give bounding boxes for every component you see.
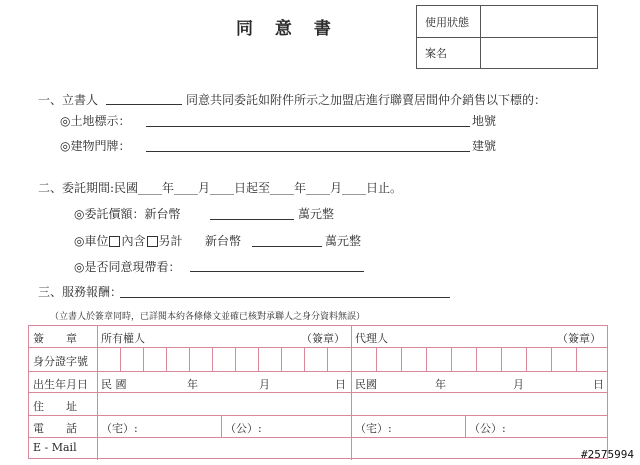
- agent-year: 年: [435, 378, 446, 391]
- case-name-label: 案名: [417, 37, 481, 68]
- agent-label: 代理人: [355, 332, 388, 345]
- price-line[interactable]: [210, 219, 294, 220]
- status-label: 使用狀態: [417, 6, 481, 37]
- building-line[interactable]: [146, 151, 470, 152]
- owner-roc: 民 國: [101, 378, 127, 391]
- agent-roc: 民國: [355, 378, 377, 391]
- notice-text: （立書人於簽章同時，已詳閱本約各條條文並確已核對承聯人之身分資料無誤）: [50, 312, 366, 322]
- parking-unit: 萬元整: [325, 234, 362, 248]
- owner-label: 所有權人: [101, 332, 145, 345]
- section3-label: 三、服務報酬：: [38, 285, 123, 299]
- owner-month: 月: [259, 378, 270, 391]
- section1-prefix: 一、立書人: [38, 93, 99, 107]
- watermark-id: #2575994: [581, 448, 634, 461]
- fee-line[interactable]: [120, 297, 450, 298]
- section2-period: 二、委託期間:民國____年____月____日起至____年____月____日止。: [38, 181, 403, 195]
- owner-year: 年: [187, 378, 198, 391]
- land-line[interactable]: [146, 126, 470, 127]
- building-label: ◎建物門牌：: [60, 139, 131, 153]
- birth-date-label: 出生年月日: [33, 378, 88, 391]
- agent-day: 日: [593, 378, 604, 391]
- separate-checkbox[interactable]: [147, 236, 158, 247]
- building-suffix: 建號: [472, 139, 497, 153]
- email-label: E - Mail: [33, 441, 77, 454]
- sign-label: 簽 章: [33, 332, 77, 345]
- parking-currency: 新台幣: [205, 234, 242, 248]
- signature-table: [28, 325, 608, 459]
- included-checkbox[interactable]: [109, 236, 120, 247]
- parking-label: ◎車位: [74, 234, 109, 248]
- parking-price-line[interactable]: [252, 246, 322, 247]
- agent-home-phone: （宅）:: [355, 422, 392, 435]
- phone-label: 電 話: [33, 422, 77, 435]
- price-unit: 萬元整: [298, 207, 335, 221]
- separate-label: 另計: [158, 234, 183, 248]
- owner-home-phone: （宅）:: [101, 422, 138, 435]
- agent-month: 月: [513, 378, 524, 391]
- agent-seal-label: （簽章）: [557, 332, 601, 345]
- status-box: [416, 5, 598, 69]
- land-suffix: 地號: [472, 114, 497, 128]
- owner-office-phone: （公）:: [225, 422, 262, 435]
- section1-suffix: 同意共同委託如附件所示之加盟店進行聯賣居間仲介銷售以下標的：: [186, 93, 547, 107]
- id-number-label: 身分證字號: [33, 355, 88, 368]
- land-label: ◎土地標示：: [60, 114, 131, 128]
- owner-day: 日: [335, 378, 346, 391]
- document-title: 同 意 書: [236, 19, 339, 39]
- included-label: 內含: [121, 234, 146, 248]
- parking-row: [74, 232, 183, 249]
- signer-name-line[interactable]: [106, 104, 182, 105]
- price-label: ◎委託價額：新台幣: [74, 207, 181, 221]
- address-label: 住 址: [33, 400, 77, 413]
- viewing-label: ◎是否同意現帶看：: [74, 260, 181, 274]
- agent-office-phone: （公）:: [469, 422, 506, 435]
- viewing-line[interactable]: [190, 271, 364, 272]
- owner-seal-label: （簽章）: [301, 332, 345, 345]
